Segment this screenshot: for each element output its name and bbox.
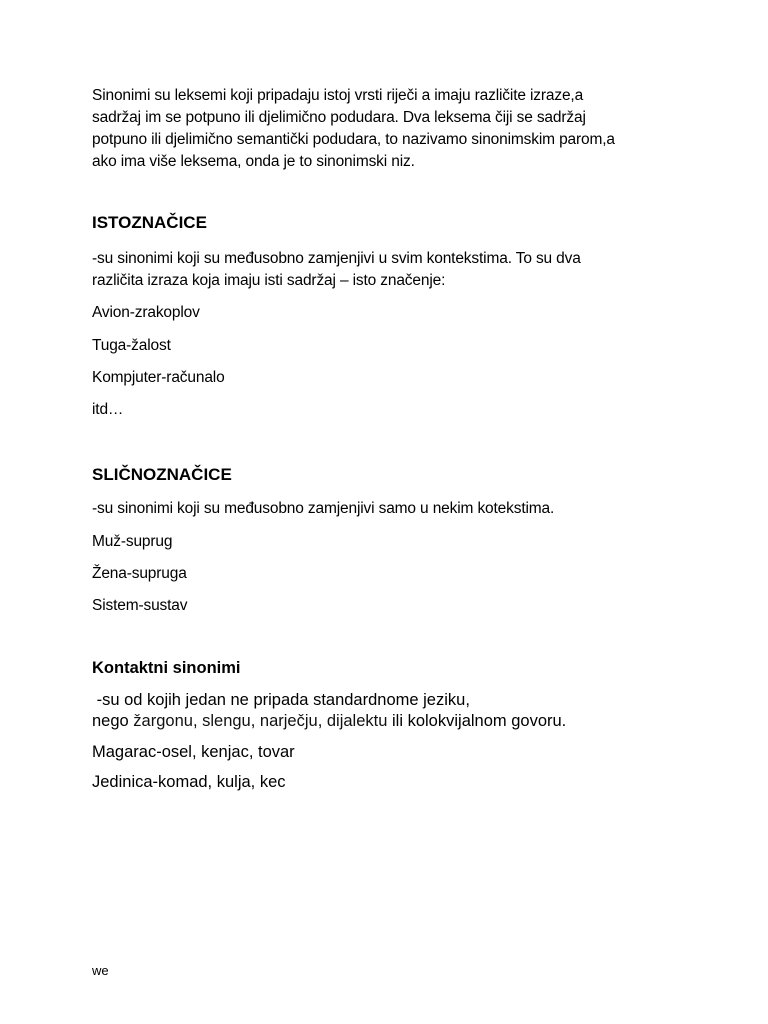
section3-desc-line: -su od kojih jedan ne pripada standardnome jeziku, (92, 691, 470, 709)
link-slengu: slengu (202, 712, 251, 730)
intro-line: Sinonimi su leksemi koji pripadaju istoj vrsti riječi a imaju različite izraze,a (92, 87, 584, 104)
section1-desc-line: različita izraza koja imaju isti sadržaj – isto značenje: (92, 272, 446, 289)
desc-text: nego (92, 712, 134, 730)
example-item: Žena-supruga (92, 565, 187, 582)
section-heading-istoznacice: ISTOZNAČICE (92, 213, 207, 232)
section-heading-slicnoznacice: SLIČNOZNAČICE (92, 465, 232, 484)
desc-text: , (250, 712, 260, 730)
example-item: Kompjuter-računalo (92, 369, 225, 386)
example-item: itd… (92, 401, 124, 418)
intro-line: ako ima više leksema, onda je to sinonimski niz. (92, 153, 415, 170)
example-item: Muž-suprug (92, 533, 173, 550)
section2-description: -su sinonimi koji su međusobno zamjenjivi samo u nekim kotekstima. (92, 500, 555, 517)
intro-line: potpuno ili djelimično semantički podudara, to nazivamo sinonimskim parom,a (92, 131, 615, 148)
desc-text: , (192, 712, 203, 730)
section1-description (92, 248, 692, 292)
section3-desc-line (92, 711, 692, 732)
example-item: Magarac-osel, kenjac, tovar (92, 743, 295, 761)
link-narjecju: narječju (259, 712, 318, 730)
section1-desc-line: -su sinonimi koji su međusobno zamjenjivi u svim kontekstima. To su dva (92, 250, 581, 267)
desc-text: ili kolokvijalnom govoru. (387, 712, 567, 730)
desc-text: , (317, 712, 327, 730)
section3-description (92, 690, 692, 732)
example-item: Jedinica-komad, kulja, kec (92, 773, 286, 791)
footer-text: we (92, 963, 109, 978)
intro-line: sadržaj im se potpuno ili djelimično podudara. Dva leksema čiji se sadržaj (92, 109, 586, 126)
intro-paragraph (92, 85, 692, 173)
example-item: Sistem-sustav (92, 597, 188, 614)
link-zargonu: žargonu (133, 712, 193, 730)
example-item: Avion-zrakoplov (92, 304, 200, 321)
section-heading-kontaktni-sinonimi: Kontaktni sinonimi (92, 659, 241, 677)
link-dijalektu: dijalektu (326, 712, 388, 730)
example-item: Tuga-žalost (92, 337, 171, 354)
